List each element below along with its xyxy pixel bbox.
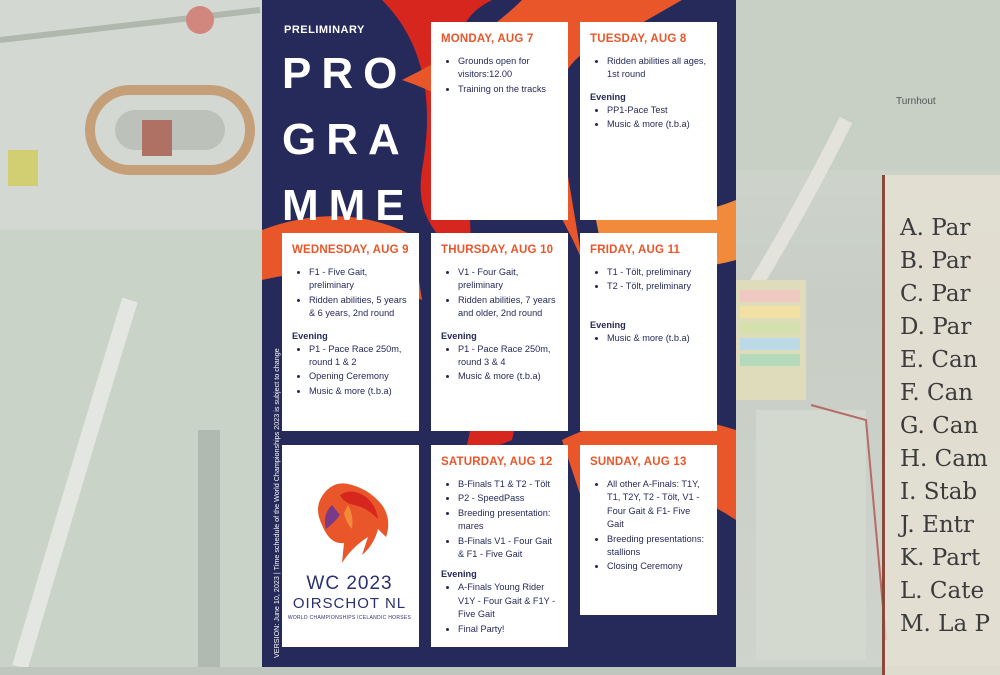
sign-line: L. Cate xyxy=(900,578,985,604)
sign-line: E. Can xyxy=(900,347,978,373)
logo-card xyxy=(282,445,419,647)
list-item: • Music & more (t.b.a) xyxy=(607,118,707,131)
sign-line: M. La P xyxy=(900,611,990,637)
list-item: • Ridden abilities, 5 years & 6 years, 2nd round xyxy=(309,294,409,321)
list-item: • Final Party! xyxy=(458,623,558,636)
list-item: • A-Finals Young Rider V1Y - Four Gait & F1Y - Five Gait xyxy=(458,581,558,621)
sign-line: J. Entr xyxy=(900,512,974,538)
logo-place-text: OIRSCHOT NL xyxy=(292,595,407,612)
evening-items xyxy=(292,343,409,399)
evening-label: Evening xyxy=(590,91,626,102)
logo-wc-text: WC 2023 xyxy=(306,573,393,594)
sign-line: I. Stab xyxy=(900,479,978,505)
list-item: • Closing Ceremony xyxy=(607,560,707,573)
list-item: • P1 - Pace Race 250m, round 3 & 4 xyxy=(458,343,558,370)
preliminary-label: PRELIMINARY xyxy=(284,24,365,36)
sign-line: C. Par xyxy=(900,281,971,307)
day-card-saturday xyxy=(431,445,568,647)
day-card-tuesday xyxy=(580,22,717,220)
evening-label: Evening xyxy=(590,319,626,330)
list-item: • Breeding presentation: mares xyxy=(458,507,558,534)
day-card-friday xyxy=(580,233,717,431)
day-items xyxy=(441,266,558,321)
title-line-1: PRO xyxy=(282,49,408,98)
evening-items xyxy=(590,104,707,132)
day-title: WEDNESDAY, AUG 9 xyxy=(292,244,409,256)
list-item: • Music & more (t.b.a) xyxy=(458,370,558,383)
day-items xyxy=(292,266,409,321)
list-item: • T1 - Tölt, preliminary xyxy=(607,266,707,279)
background-map-left xyxy=(0,0,262,667)
sign-line: A. Par xyxy=(900,215,971,241)
list-item: • Grounds open for visitors:12.00 xyxy=(458,55,558,82)
evening-label: Evening xyxy=(292,330,328,341)
evening-items xyxy=(441,343,558,384)
title-line-2: GRA xyxy=(282,115,410,164)
list-item: • B-Finals V1 - Four Gait & F1 - Five Gait xyxy=(458,535,558,562)
programme-poster xyxy=(262,0,736,667)
logo-subtitle: WORLD CHAMPIONSHIPS ICELANDIC HORSES xyxy=(287,615,412,621)
version-note: VERSION: June 10, 2023 | Time schedule of the World Championships 2023 is subject to change xyxy=(272,348,281,658)
evening-items xyxy=(590,332,707,345)
list-item: • P2 - SpeedPass xyxy=(458,492,558,505)
list-item: • PP1-Pace Test xyxy=(607,104,707,117)
day-items xyxy=(590,55,707,82)
list-item: • Music & more (t.b.a) xyxy=(607,332,707,345)
day-items xyxy=(441,478,558,561)
day-card-monday xyxy=(431,22,568,220)
list-item: • F1 - Five Gait, preliminary xyxy=(309,266,409,293)
title-line-3: MME xyxy=(282,181,415,230)
day-items xyxy=(441,55,558,96)
background-sign-list xyxy=(900,212,990,641)
horse-logo-icon xyxy=(282,445,419,575)
sign-line: H. Cam xyxy=(900,446,988,472)
list-item: • T2 - Tölt, preliminary xyxy=(607,280,707,293)
list-item: • All other A-Finals: T1Y, T1, T2Y, T2 - Tölt, V1 - Four Gait & F1- Five Gait xyxy=(607,478,707,532)
day-title: FRIDAY, AUG 11 xyxy=(590,244,681,256)
map-label: Turnhout xyxy=(896,96,936,107)
evening-label: Evening xyxy=(441,569,477,580)
list-item: • Music & more (t.b.a) xyxy=(309,385,409,398)
list-item: • Ridden abilities all ages, 1st round xyxy=(607,55,707,82)
day-title: SUNDAY, AUG 13 xyxy=(590,456,687,468)
list-item: • V1 - Four Gait, preliminary xyxy=(458,266,558,293)
list-item: • Breeding presentations: stallions xyxy=(607,533,707,560)
sign-line: D. Par xyxy=(900,314,972,340)
day-title: TUESDAY, AUG 8 xyxy=(590,33,687,45)
sign-line: K. Part xyxy=(900,545,981,571)
day-items xyxy=(590,478,707,574)
list-item: • Opening Ceremony xyxy=(309,370,409,383)
list-item: • P1 - Pace Race 250m, round 1 & 2 xyxy=(309,343,409,370)
day-title: SATURDAY, AUG 12 xyxy=(441,456,553,468)
day-items xyxy=(590,266,707,294)
sign-line: G. Can xyxy=(900,413,979,439)
day-card-wednesday xyxy=(282,233,419,431)
list-item: • B-Finals T1 & T2 - Tölt xyxy=(458,478,558,491)
sign-line: F. Can xyxy=(900,380,974,406)
day-card-sunday xyxy=(580,445,717,615)
evening-items xyxy=(441,581,558,636)
day-title: THURSDAY, AUG 10 xyxy=(441,244,554,256)
list-item: • Training on the tracks xyxy=(458,83,558,96)
list-item: • Ridden abilities, 7 years and older, 2nd round xyxy=(458,294,558,321)
sign-line: B. Par xyxy=(900,248,971,274)
evening-label: Evening xyxy=(441,330,477,341)
day-card-thursday xyxy=(431,233,568,431)
day-title: MONDAY, AUG 7 xyxy=(441,33,534,45)
